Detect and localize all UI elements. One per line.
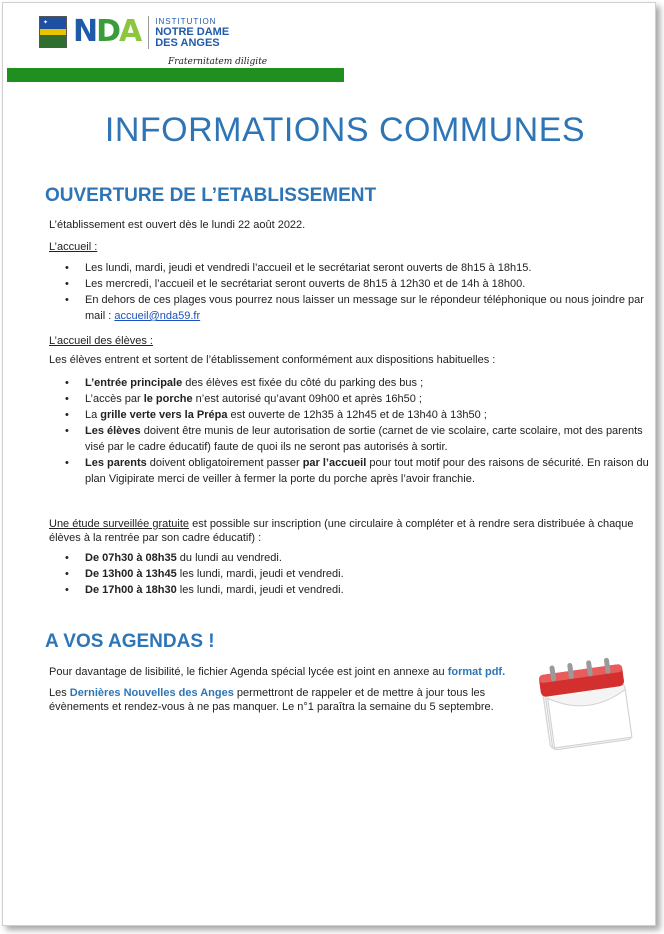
section-heading-ouverture: OUVERTURE DE L’ETABLISSEMENT: [45, 185, 377, 206]
eleves-intro: Les élèves entrent et sortent de l’établissement conformément aux dispositions habituelles :: [49, 354, 496, 366]
list-item-text: En dehors de ces plages vous pourrez nous laisser un message sur le répondeur téléphonique ou nous joindre par mail :: [85, 294, 644, 322]
item-text: doivent être munis de leur autorisation de sortie (carnet de vie scolaire, carte scolaire, mot des parents visé par le cadre éducatif) faute de quoi ils ne seront pas autorisés à sortir.: [85, 425, 643, 453]
etude-text: est possible sur inscription (une circulaire à compléter et à rendre sera distribuée à chaque élèves à la rentrée par son cadre éducatif) :: [49, 518, 634, 544]
item-bold: De 13h00 à 13h45: [85, 568, 177, 580]
item-text: pour tout motif pour des raisons de sécurité. En raison du plan Vigipirate merci de veiller à fermer la porte du porche après l’avoir franchie.: [85, 457, 649, 485]
item-bold: De 17h00 à 18h30: [85, 584, 177, 596]
list-item: [49, 391, 653, 407]
accueil-label: L’accueil :: [49, 241, 98, 253]
list-item: [49, 407, 653, 423]
item-text: doivent obligatoirement passer: [146, 457, 303, 469]
eleves-list: [49, 375, 653, 487]
list-item: [49, 455, 653, 487]
item-text: est ouverte de 12h35 à 12h45 et de 13h40 à 13h50 ;: [227, 409, 487, 421]
accueil-list: [49, 260, 653, 324]
item-bold: De 07h30 à 08h35: [85, 552, 177, 564]
list-item: [49, 566, 653, 582]
agenda-text: Pour davantage de lisibilité, le fichier Agenda spécial lycée est joint en annexe au: [49, 666, 448, 678]
page-title: INFORMATIONS COMMUNES: [104, 111, 586, 149]
logo-acronym: NDA: [73, 14, 141, 49]
logo-line-1: INSTITUTION: [155, 16, 217, 26]
email-link[interactable]: accueil@nda59.fr: [114, 310, 201, 322]
item-bold: Les élèves: [85, 425, 141, 437]
agenda-text: permettront de rappeler et de mettre à jour tous les évènements et rendez-vous à ne pas manquer. Le n°1 paraîtra la semaine du 5 septembre.: [49, 687, 494, 713]
etude-paragraph: [49, 517, 649, 545]
item-text: les lundi, mardi, jeudi et vendredi.: [176, 584, 344, 596]
item-text: des élèves est fixée du côté du parking des bus ;: [182, 377, 424, 389]
section-heading-agendas: A VOS AGENDAS !: [45, 631, 215, 652]
item-text: les lundi, mardi, jeudi et vendredi.: [176, 568, 344, 580]
motto: Fraternitatem diligite: [168, 57, 268, 67]
logo-line-3: DES ANGES: [155, 36, 220, 49]
logo-line-2: NOTRE DAME: [155, 25, 230, 38]
header-green-bar: [7, 68, 344, 82]
item-bold: L’entrée principale: [85, 377, 183, 389]
list-item: • Les lundi, mardi, jeudi et vendredi l’accueil et le secrétariat seront ouverts de 8h15 à 18h15.: [49, 260, 653, 276]
item-text: du lundi au vendredi.: [176, 552, 282, 564]
crest-icon: ✦: [39, 16, 67, 48]
list-item: • Les mercredi, l’accueil et le secrétariat seront ouverts de 8h15 à 12h30 et de 14h à 18h00.: [49, 276, 653, 292]
agenda-text: Les: [49, 687, 70, 699]
agenda-paragraph-1: [49, 665, 519, 679]
item-bold: Les parents: [85, 457, 147, 469]
list-item: [49, 375, 653, 391]
calendar-icon: [537, 655, 637, 755]
etude-label: Une étude surveillée gratuite: [49, 518, 190, 530]
school-logo: [39, 15, 229, 49]
item-bold: le porche: [143, 393, 193, 405]
logo-text: [148, 16, 229, 49]
item-text: La: [85, 409, 101, 421]
list-item: [49, 550, 653, 566]
newsletter-name: Dernières Nouvelles des Anges: [69, 687, 234, 699]
document-page: [2, 2, 656, 926]
intro-text: L’établissement est ouvert dès le lundi 22 août 2022.: [49, 219, 306, 231]
etude-list: [49, 550, 653, 598]
agenda-paragraph-2: [49, 686, 499, 714]
list-item: [49, 423, 653, 455]
item-bold: grille verte vers la Prépa: [100, 409, 228, 421]
eleves-label: L’accueil des élèves :: [49, 335, 153, 347]
pdf-format-link[interactable]: format pdf.: [447, 666, 506, 678]
list-item: [49, 582, 653, 598]
item-text: L’accès par: [85, 393, 144, 405]
list-item: [49, 292, 653, 324]
item-bold: par l’accueil: [302, 457, 367, 469]
item-text: n’est autorisé qu’avant 09h00 et après 16h50 ;: [192, 393, 422, 405]
